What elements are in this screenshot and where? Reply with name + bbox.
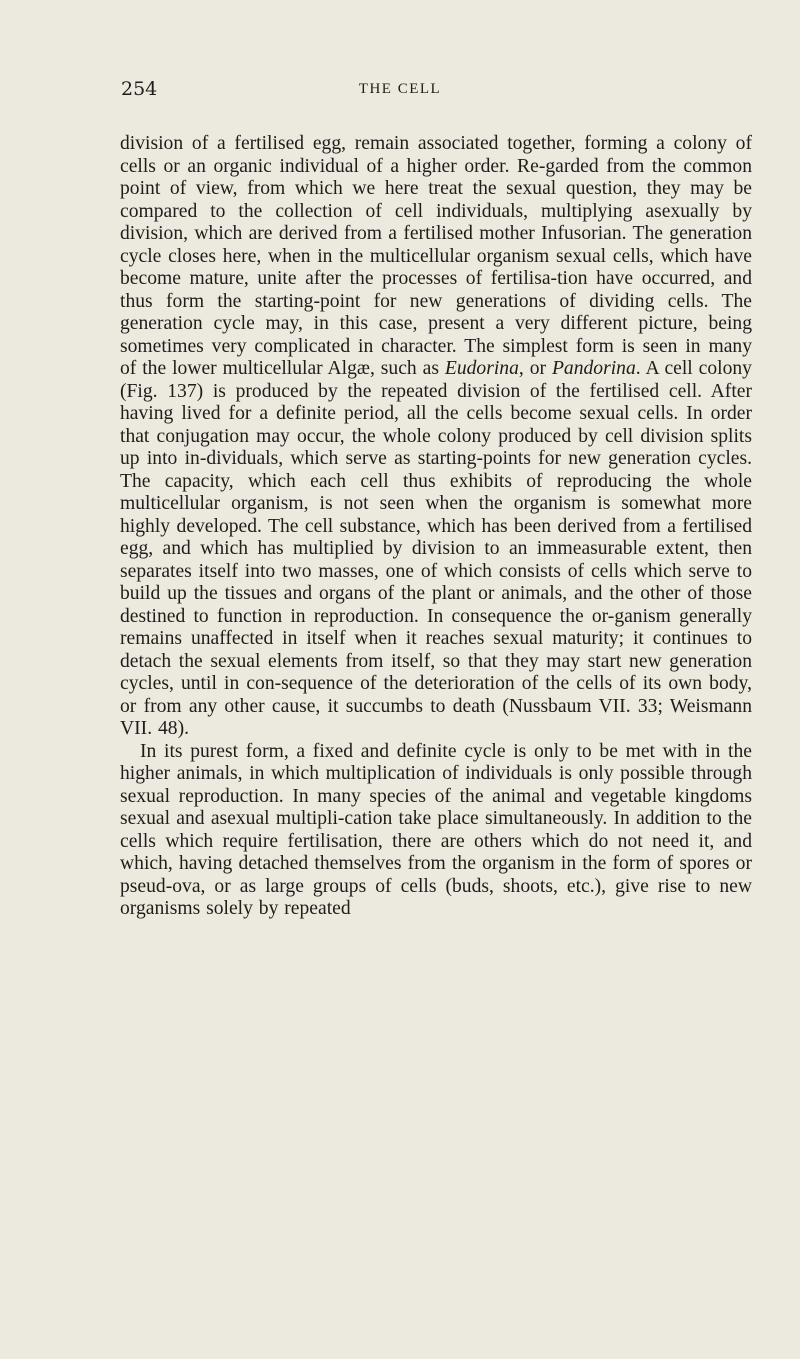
- text-run: In its purest form, a fixed and definite cycle is only to be met with in the higher animals, in which multiplication of individuals is only possible through sexual reproduction. In many species of the animal and vegetable kingdoms sexual and asexual multipli-cation take place simultaneously. In addition to the cells which require fertilisation, there are others which do not need it, and which, having detached themselves from the organism in the form of spores or pseud-ova, or as large groups of cells (buds, shoots, etc.), give rise to new organisms solely by repeated: [120, 740, 752, 919]
- running-title: THE CELL: [358, 81, 442, 97]
- page-number: 254: [121, 78, 158, 100]
- genus-name-pandorina: Pandorina: [551, 358, 636, 379]
- genus-name-eudorina: Eudorina: [444, 358, 519, 379]
- page-header: [0, 78, 800, 108]
- paragraph-1: [120, 133, 752, 741]
- body-text: [120, 133, 752, 921]
- paragraph-2: [120, 741, 752, 921]
- text-run: . A cell colony (Fig. 137) is produced by the repeated division of the fertilised cell. After having lived for a definite period, all the cells become sexual cells. In order that conjugation may occur, the whole colony produced by cell division splits up into in-dividuals, which serve as starting-points for new generation cycles. The capacity, which each cell thus exhibits of reproducing the whole multicellular organism, is not seen when the organism is somewhat more highly developed. The cell substance, which has been derived from a fertilised egg, and which has multiplied by division to an immeasurable extent, then separates itself into two masses, one of which consists of cells which serve to build up the tissues and organs of the plant or animals, and the other of those destined to function in reproduction. In consequence the or-ganism generally remains unaffected in itself when it reaches sexual maturity; it continues to detach the sexual elements from itself, so that they may start new generation cycles, until in con-sequence of the deterioration of the cells of its own body, or from any other cause, it succumbs to death (Nussbaum VII. 33; Weismann VII. 48).: [120, 358, 752, 739]
- text-run: , or: [518, 358, 552, 379]
- text-run: division of a fertilised egg, remain associated together, forming a colony of cells or an organic individual of a higher order. Re-garded from the common point of view, from which we here treat the sexual question, they may be compared to the collection of cell individuals, multiplying asexually by division, which are derived from a fertilised mother Infusorian. The generation cycle closes here, when in the multicellular organism sexual cells, which have become mature, unite after the processes of fertilisa-tion have occurred, and thus form the starting-point for new generations of dividing cells. The generation cycle may, in this case, present a very different picture, being sometimes very complicated in character. The simplest form is seen in many of the lower multicellular Algæ, such as: [120, 133, 752, 379]
